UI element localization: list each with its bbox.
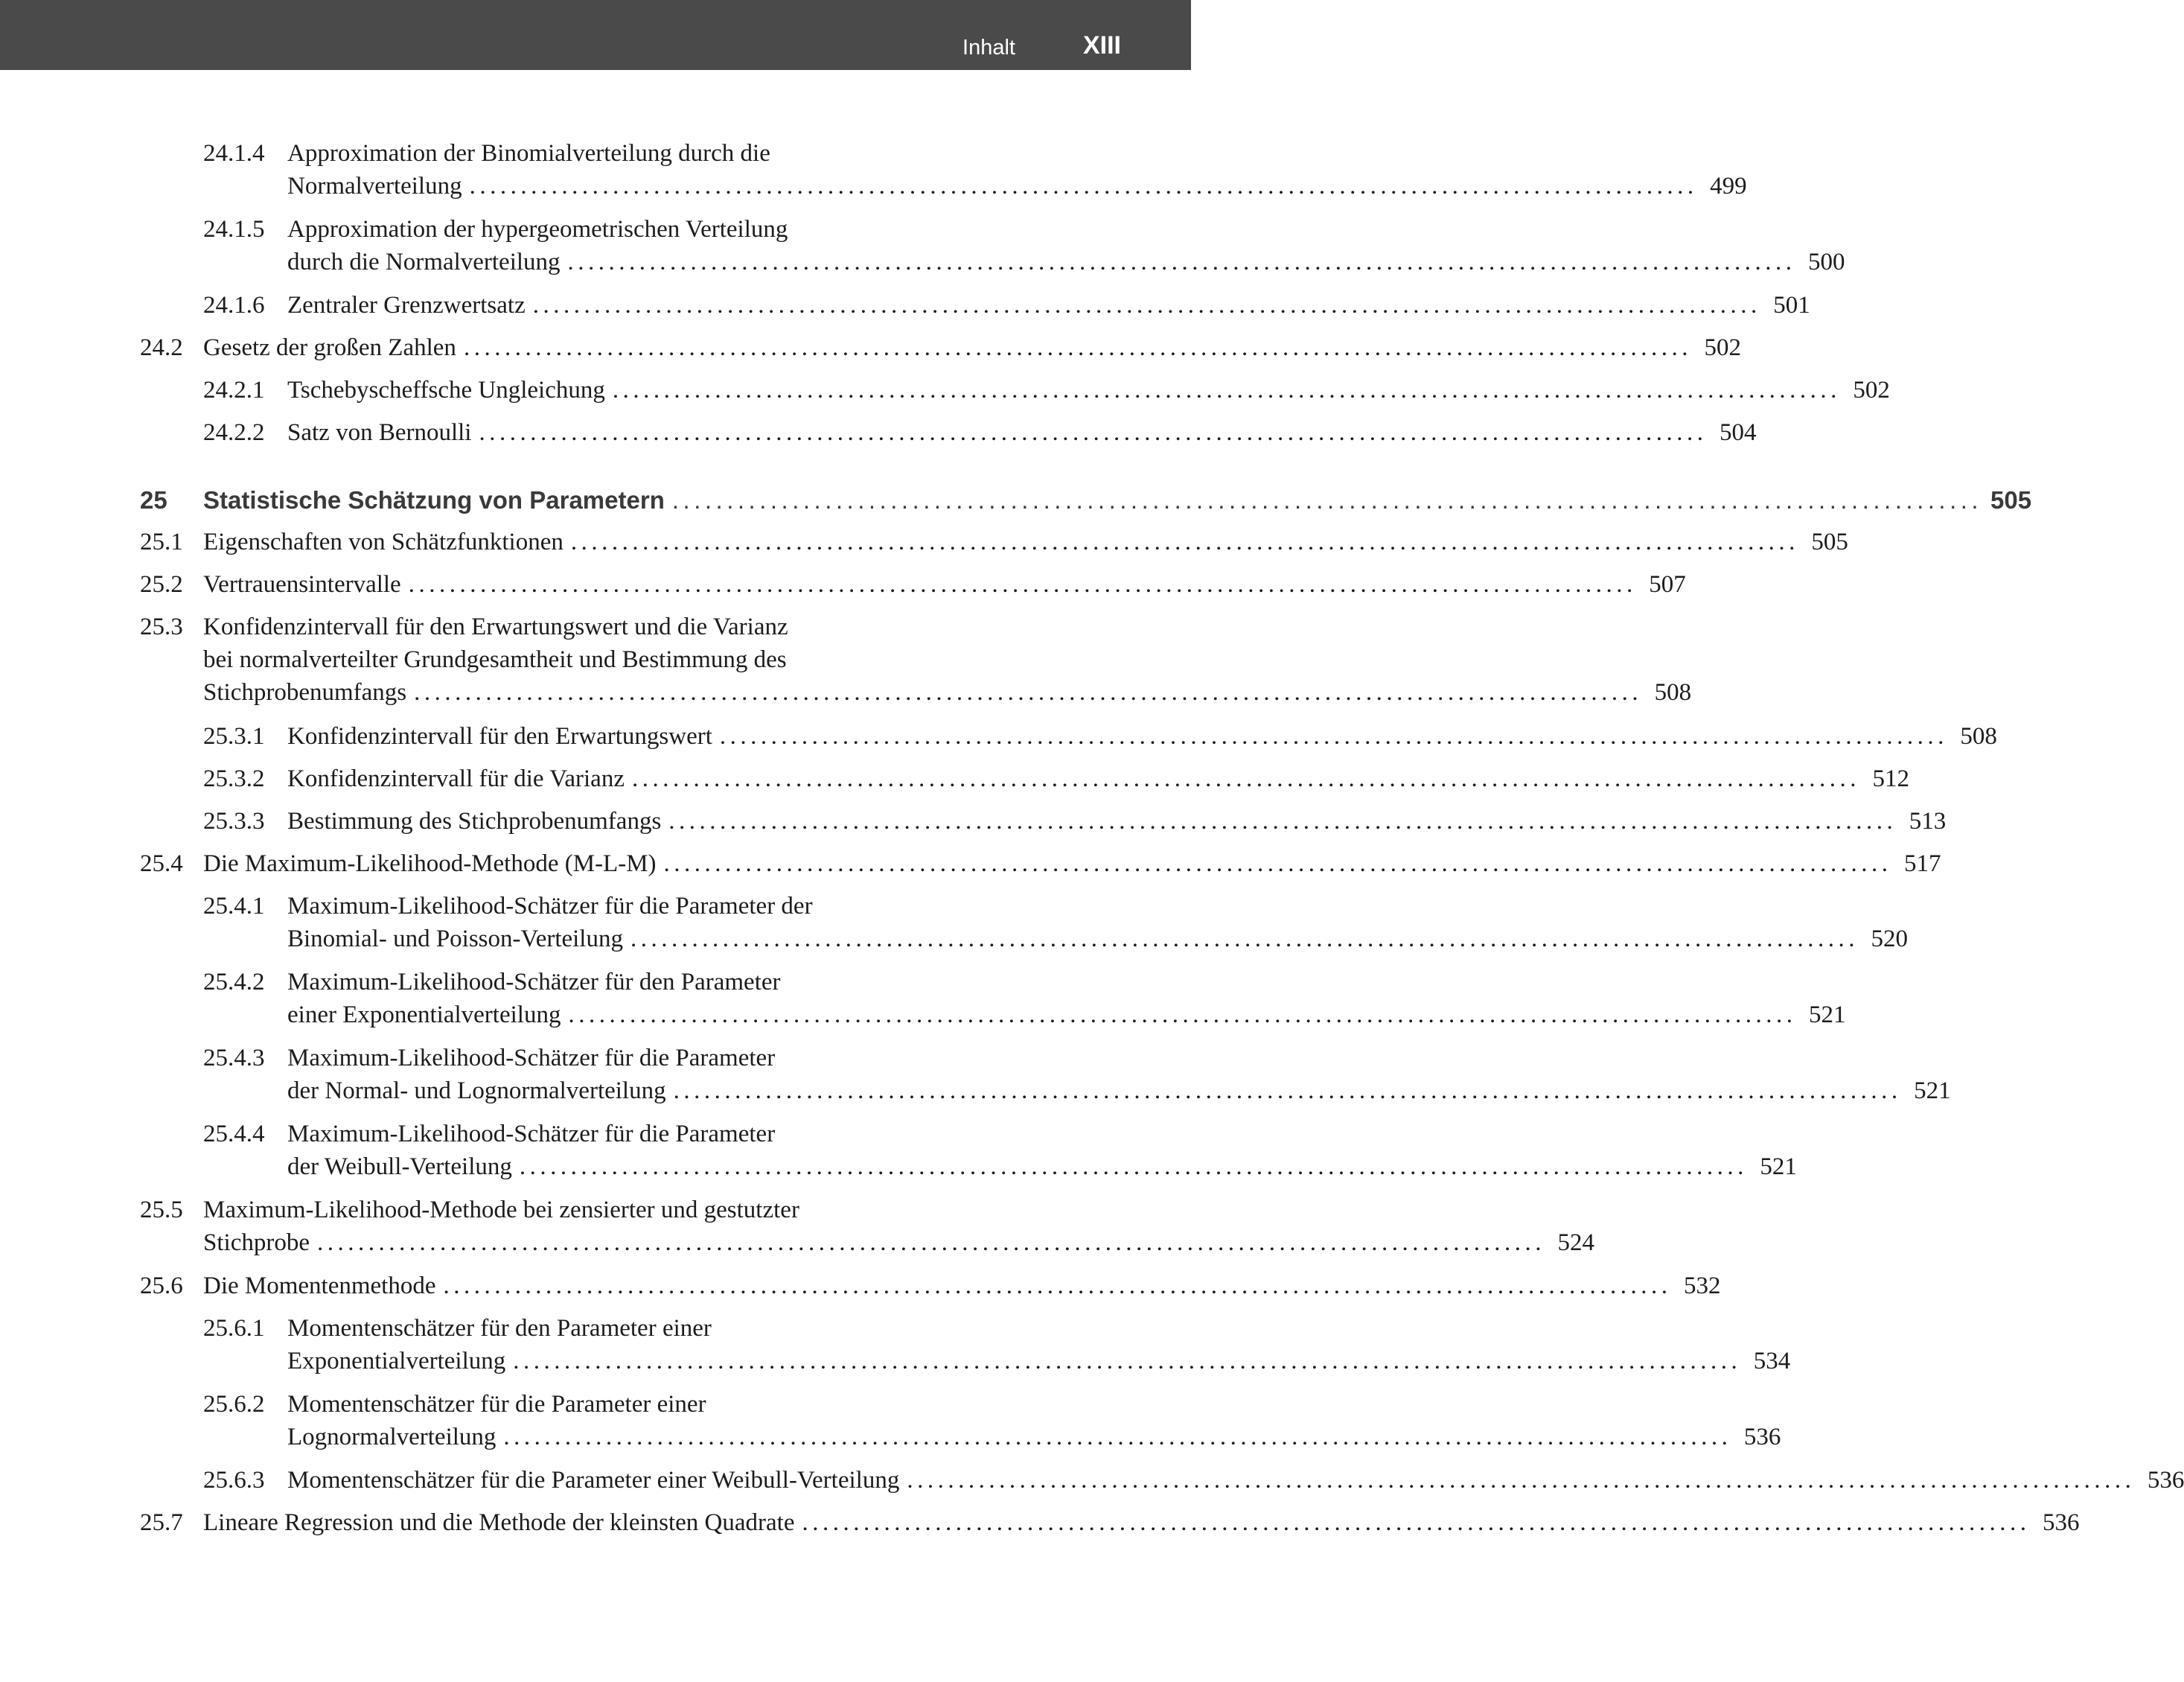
entry-title-line: Maximum-Likelihood-Schätzer für die Parameter	[287, 1121, 776, 1147]
entry-title-line: Bestimmung des Stichprobenumfangs	[287, 808, 662, 835]
entry-title-line: Zentraler Grenzwertsatz	[287, 292, 526, 319]
entry-title-line: Vertrauensintervalle	[203, 571, 401, 598]
entry-page-number: 508	[1654, 679, 1692, 706]
dot-leader: ........................................................................................................................	[907, 1467, 2136, 1494]
dot-leader: ........................................................................................................................	[503, 1424, 1732, 1450]
entry-page-number: 517	[1904, 850, 1941, 877]
entry-title-line: bei normalverteilter Grundgesamtheit und Bestimmung des	[203, 646, 787, 673]
dot-leader: ........................................................................................................................	[663, 850, 1892, 877]
dot-leader: ........................................................................................................................	[719, 723, 1948, 750]
entry-page-number: 536	[1743, 1424, 1781, 1450]
entry-number: 24.2.1	[203, 377, 265, 404]
entry-page-number: 502	[1853, 377, 1890, 404]
entry-title-line: Maximum-Likelihood-Schätzer für den Parameter	[287, 969, 781, 995]
entry-title-line: Satz von Bernoulli	[287, 419, 472, 446]
entry-page-number: 507	[1649, 571, 1686, 598]
entry-number: 25.6.2	[203, 1391, 265, 1418]
entry-title-line: Lognormalverteilung	[287, 1424, 496, 1450]
entry-page-number: 521	[1914, 1077, 1951, 1104]
entry-page-number: 536	[2147, 1467, 2184, 1494]
dot-leader: ........................................................................................................................	[463, 334, 1692, 361]
dot-leader: ........................................................................................................................	[568, 1001, 1797, 1028]
dot-leader: ........................................................................................................................	[673, 1077, 1902, 1104]
running-header	[0, 0, 1191, 70]
entry-title-line: Approximation der Binomialverteilung durch die	[287, 140, 770, 167]
entry-title-line: der Weibull-Verteilung	[287, 1153, 512, 1180]
entry-title-line: Stichprobe	[203, 1229, 310, 1256]
entry-title-line: Momentenschätzer für die Parameter einer Weibull-Verteilung	[287, 1467, 900, 1494]
entry-page-number: 501	[1773, 292, 1810, 319]
entry-number: 25.3	[140, 614, 183, 640]
entry-page-number: 505	[1811, 529, 1848, 555]
entry-page-number: 502	[1704, 334, 1741, 361]
dot-leader: ........................................................................................................................	[532, 292, 1761, 319]
dot-leader: ........................................................................................................................	[469, 173, 1698, 200]
entry-number: 25.3.2	[203, 765, 265, 792]
dot-leader: ........................................................................................................................	[668, 808, 1897, 835]
entry-title-line: Momentenschätzer für die Parameter einer	[287, 1391, 706, 1418]
entry-number: 25.3.1	[203, 723, 265, 750]
entry-title-line: Normalverteilung	[287, 173, 462, 200]
entry-page-number: 505	[1990, 486, 2032, 514]
entry-number: 25.4	[140, 850, 183, 877]
entry-title-line: Lineare Regression und die Methode der kleinsten Quadrate	[203, 1509, 795, 1536]
dot-leader: ........................................................................................................................	[479, 419, 1708, 446]
entry-number: 25.5	[140, 1197, 183, 1223]
entry-number: 25.7	[140, 1509, 183, 1536]
dot-leader: ........................................................................................................................	[513, 1348, 1742, 1374]
entry-page-number: 520	[1871, 926, 1908, 952]
entry-title-line: Konfidenzintervall für den Erwartungswert	[287, 723, 712, 750]
entry-page-number: 508	[1960, 723, 1997, 750]
entry-number: 25	[140, 486, 167, 514]
dot-leader: ........................................................................................................................	[630, 926, 1859, 952]
entry-number: 25.3.3	[203, 808, 265, 835]
entry-title-line: Exponentialverteilung	[287, 1348, 506, 1374]
entry-title-line: Statistische Schätzung von Parametern	[203, 486, 665, 514]
entry-page-number: 532	[1684, 1272, 1721, 1299]
header-section-label: Inhalt	[962, 36, 1015, 60]
entry-number: 25.2	[140, 571, 183, 598]
entry-number: 25.6.3	[203, 1467, 265, 1494]
entry-number: 24.2	[140, 334, 183, 361]
dot-leader: ........................................................................................................................	[316, 1229, 1545, 1256]
entry-title-line: durch die Normalverteilung	[287, 249, 561, 275]
entry-title-line: Konfidenzintervall für den Erwartungswert und die Varianz	[203, 614, 788, 640]
entry-page-number: 534	[1753, 1348, 1791, 1374]
entry-number: 25.1	[140, 529, 183, 555]
entry-title-line: Stichprobenumfangs	[203, 679, 407, 706]
entry-number: 24.1.6	[203, 292, 265, 319]
entry-number: 25.4.3	[203, 1045, 265, 1071]
entry-page-number: 536	[2042, 1509, 2080, 1536]
entry-number: 24.2.2	[203, 419, 265, 446]
entry-page-number: 521	[1808, 1001, 1846, 1028]
entry-title-line: Momentenschätzer für den Parameter einer	[287, 1315, 712, 1342]
entry-title-line: Maximum-Likelihood-Schätzer für die Parameter der	[287, 893, 813, 920]
entry-page-number: 524	[1557, 1229, 1594, 1256]
entry-title-line: Die Maximum-Likelihood-Methode (M-L-M)	[203, 850, 657, 877]
entry-page-number: 513	[1909, 808, 1947, 835]
dot-leader: ........................................................................................................................	[443, 1272, 1672, 1299]
header-page-number: XIII	[1082, 31, 1121, 60]
entry-page-number: 499	[1710, 173, 1747, 200]
entry-number: 24.1.5	[203, 216, 265, 243]
entry-page-number: 512	[1872, 765, 1909, 792]
dot-leader: ........................................................................................................................	[519, 1153, 1748, 1180]
entry-title-line: Maximum-Likelihood-Methode bei zensierter und gestutzter	[203, 1197, 799, 1223]
entry-number: 25.4.1	[203, 893, 265, 920]
entry-page-number: 521	[1760, 1153, 1797, 1180]
dot-leader: ........................................................................................................................	[408, 571, 1637, 598]
entry-title-line: Eigenschaften von Schätzfunktionen	[203, 529, 563, 555]
entry-title-line: der Normal- und Lognormalverteilung	[287, 1077, 666, 1104]
dot-leader: ........................................................................................................................	[802, 1509, 2031, 1536]
entry-number: 25.4.4	[203, 1121, 265, 1147]
entry-page-number: 504	[1719, 419, 1757, 446]
entry-title-line: Gesetz der großen Zahlen	[203, 334, 456, 361]
entry-title-line: einer Exponentialverteilung	[287, 1001, 561, 1028]
entry-title-line: Binomial- und Poisson-Verteilung	[287, 926, 623, 952]
entry-title-line: Maximum-Likelihood-Schätzer für die Parameter	[287, 1045, 776, 1071]
entry-number: 24.1.4	[203, 140, 265, 167]
dot-leader: ........................................................................................................................	[567, 249, 1796, 275]
dot-leader: ........................................................................................................................	[612, 377, 1841, 404]
entry-number: 25.4.2	[203, 969, 265, 995]
entry-page-number: 500	[1808, 249, 1845, 275]
entry-title-line: Approximation der hypergeometrischen Verteilung	[287, 216, 788, 243]
entry-title-line: Die Momentenmethode	[203, 1272, 436, 1299]
dot-leader: ........................................................................................................................	[671, 486, 1983, 514]
dot-leader: ........................................................................................................................	[414, 679, 1643, 706]
entry-title-line: Konfidenzintervall für die Varianz	[287, 765, 625, 792]
entry-number: 25.6	[140, 1272, 183, 1299]
entry-title-line: Tschebyscheffsche Ungleichung	[287, 377, 605, 404]
dot-leader: ........................................................................................................................	[570, 529, 1799, 555]
dot-leader: ........................................................................................................................	[631, 765, 1860, 792]
entry-number: 25.6.1	[203, 1315, 265, 1342]
